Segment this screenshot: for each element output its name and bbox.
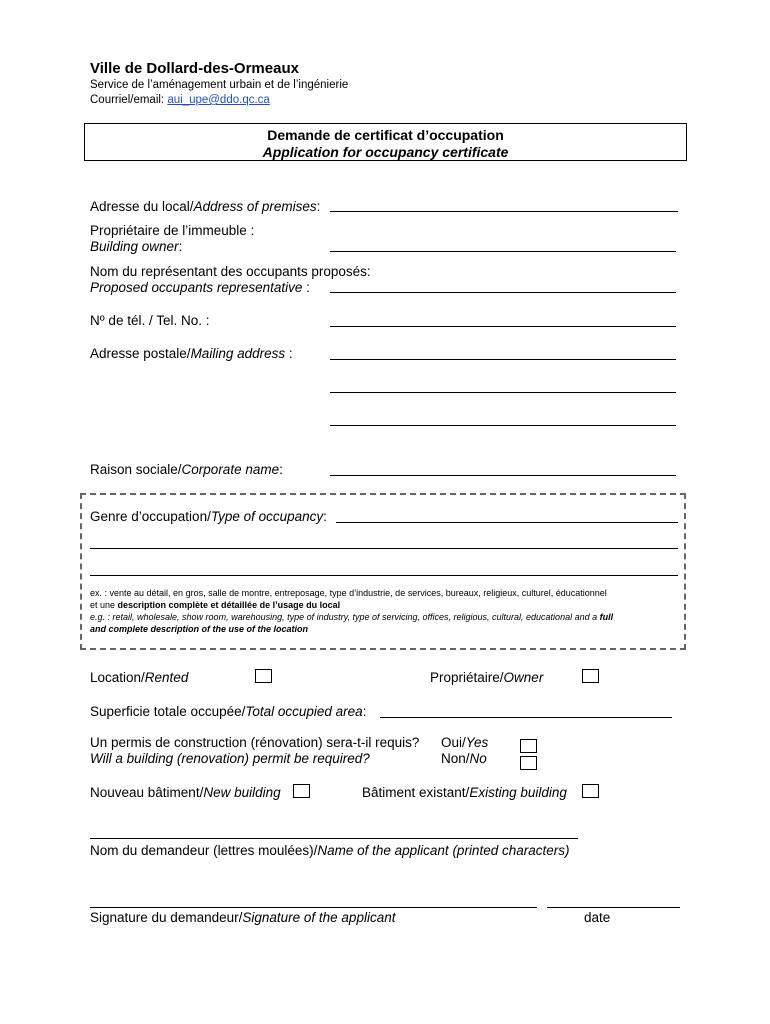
applicant-name-label: Nom du demandeur (lettres moulées)/Name of the applicant (printed characters) <box>90 843 570 858</box>
date-field[interactable] <box>547 907 680 908</box>
note-en-line1: e.g. : retail, wholesale, show room, warehousing, type of industry, type of servicing, offices, religious, cultural, educational and a full <box>90 612 614 622</box>
area-label: Superficie totale occupée/Total occupied area: <box>90 704 367 719</box>
existing-building-checkbox[interactable] <box>582 784 599 798</box>
owner-label-fr: Propriétaire de l’immeuble : <box>90 223 255 238</box>
tel-field[interactable] <box>330 326 676 327</box>
corporate-label: Raison sociale/Corporate name: <box>90 462 283 477</box>
permit-question-en: Will a building (renovation) permit be required? <box>90 751 370 766</box>
form-title-fr: Demande de certificat d’occupation <box>267 127 504 143</box>
permit-question-fr: Un permis de construction (rénovation) sera-t-il requis? <box>90 735 420 750</box>
new-building-checkbox[interactable] <box>293 784 310 798</box>
permit-yes-label: Oui/Yes <box>441 735 489 750</box>
permit-no-label: Non/No <box>441 751 487 766</box>
rented-label: Location/Rented <box>90 670 189 685</box>
note-fr-line1: ex. : vente au détail, en gros, salle de montre, entreposage, type d’industrie, de services, bureaux, religieux, culturel, éducationnel <box>90 588 607 598</box>
note-fr-line2: et une description complète et détaillée de l’usage du local <box>90 600 341 610</box>
address-field[interactable] <box>330 211 678 212</box>
owner-label-en: Building owner: <box>90 239 183 254</box>
corporate-field[interactable] <box>330 475 676 476</box>
email-label: Courriel/email: <box>90 94 168 106</box>
mailing-label: Adresse postale/Mailing address : <box>90 346 293 361</box>
email-link[interactable]: aui_upe@ddo.qc.ca <box>167 94 270 106</box>
signature-label: Signature du demandeur/Signature of the applicant <box>90 910 396 925</box>
owner-field[interactable] <box>330 251 676 252</box>
mailing-field-3[interactable] <box>330 425 676 426</box>
form-title-en: Application for occupancy certificate <box>262 144 509 160</box>
occupancy-field-2[interactable] <box>90 548 678 549</box>
mailing-field-1[interactable] <box>330 359 676 360</box>
occupancy-field-3[interactable] <box>90 575 678 576</box>
permit-yes-checkbox[interactable] <box>520 739 537 753</box>
mailing-field-2[interactable] <box>330 392 676 393</box>
note-en-line2: and complete description of the use of the location <box>90 624 309 634</box>
email-line <box>90 94 270 106</box>
address-label-fr: Adresse du local/ <box>90 199 194 214</box>
permit-no-checkbox[interactable] <box>520 756 537 770</box>
occupancy-field-1[interactable] <box>336 522 678 523</box>
rep-label-en: Proposed occupants representative : <box>90 280 310 295</box>
area-field[interactable] <box>380 717 672 718</box>
rep-label-fr: Nom du représentant des occupants proposés: <box>90 264 371 279</box>
new-building-label: Nouveau bâtiment/New building <box>90 785 281 800</box>
service-name: Service de l’aménagement urbain et de l’ingénierie <box>90 79 349 91</box>
tel-label: Nº de tél. / Tel. No. : <box>90 313 210 328</box>
address-label-en: Address of premises <box>193 199 317 214</box>
address-label: Adresse du local/Address of premises: <box>90 199 321 214</box>
rented-checkbox[interactable] <box>255 669 272 683</box>
owner-tenure-label: Propriétaire/Owner <box>430 670 544 685</box>
city-name: Ville de Dollard-des-Ormeaux <box>90 60 299 77</box>
owner-checkbox[interactable] <box>582 669 599 683</box>
rep-field[interactable] <box>330 292 676 293</box>
existing-building-label: Bâtiment existant/Existing building <box>362 785 567 800</box>
date-label: date <box>584 910 611 925</box>
occupancy-label: Genre d’occupation/Type of occupancy: <box>90 509 327 524</box>
signature-field[interactable] <box>90 907 537 908</box>
applicant-name-field[interactable] <box>90 838 578 839</box>
form-title-box <box>84 123 687 161</box>
